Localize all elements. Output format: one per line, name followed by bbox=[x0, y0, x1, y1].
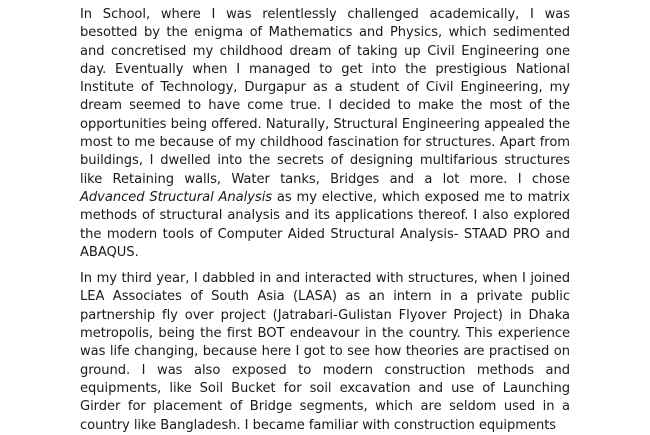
elective-course-name: Advanced Structural Analysis bbox=[80, 189, 273, 205]
paragraph-1-text-end: as my elective, which exposed me to matrix methods of structural analysis and its applications thereof. I also explored the modern tools of Computer Aided Structural Analysis- STAAD PRO and ABAQUS. bbox=[80, 189, 570, 260]
paragraph-1-text-start: In School, where I was relentlessly challenged academically, I was besotted by the enigma of Mathematics and Physics, which sedimented and concretised my childhood dream of taking up Civil Engineering one day. Eventually when I managed to get into the prestigious National Institute of Technology, Durgapur as a student of Civil Engineering, my dream seemed to have come true. I decided to make the most of the opportunities being offered. Naturally, Structural Engineering appealed the most to me because of my childhood fascination for structures. Apart from buildings, I dwelled into the secrets of designing multifarious structures like Retaining walls, Water tanks, Bridges and a lot more. I chose bbox=[80, 7, 570, 187]
document-body bbox=[80, 6, 570, 435]
paragraph-2: In my third year, I dabbled in and interacted with structures, when I joined LEA Associates of South Asia (LASA) as an intern in a private public partnership fly over project (Jatrabari-Gulistan Flyover Project) in Dhaka metropolis, being the first BOT endeavour in the country. This experience was life changing, because here I got to see how theories are practised on ground. I was also exposed to modern construction methods and equipments, like Soil Bucket for soil excavation and use of Launching Girder for placement of Bridge segments, which are seldom used in a country like Bangladesh. I became familiar with construction equipments bbox=[80, 271, 570, 433]
paragraph-1 bbox=[80, 6, 570, 262]
